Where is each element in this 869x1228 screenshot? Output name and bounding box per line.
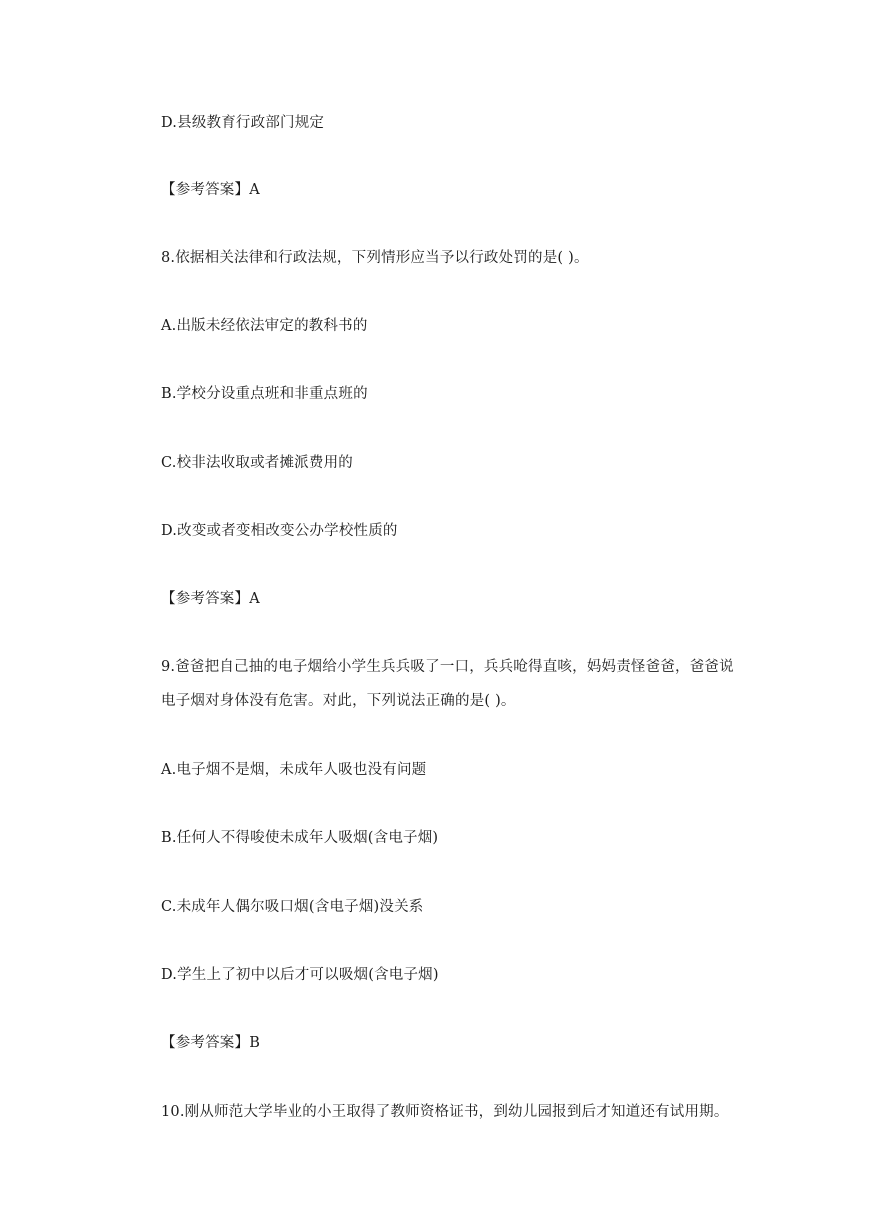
option-b-q9: B.任何人不得唆使未成年人吸烟(含电子烟): [161, 830, 439, 846]
option-a-q9: A.电子烟不是烟，未成年人吸也没有问题: [161, 762, 427, 778]
answer-q8: 【参考答案】A: [161, 591, 260, 607]
answer-q7: 【参考答案】A: [161, 182, 260, 198]
option-c-q9: C.未成年人偶尔吸口烟(含电子烟)没关系: [161, 899, 424, 915]
option-a-q8: A.出版未经依法审定的教科书的: [161, 318, 368, 334]
option-b-q8: B.学校分设重点班和非重点班的: [161, 386, 368, 402]
option-d-q9: D.学生上了初中以后才可以吸烟(含电子烟): [161, 967, 439, 983]
answer-q9: 【参考答案】B: [161, 1035, 261, 1051]
option-d-q8: D.改变或者变相改变公办学校性质的: [161, 523, 398, 539]
question-10: 10.刚从师范大学毕业的小王取得了教师资格证书，到幼儿园报到后才知道还有试用期。: [161, 1104, 729, 1120]
option-d-q7: D.县级教育行政部门规定: [161, 115, 325, 131]
question-9: 9.爸爸把自己抽的电子烟给小学生兵兵吸了一口，兵兵呛得直咳，妈妈责怪爸爸，爸爸说电子烟对身体没有危害。对此，下列说法正确的是( )。: [161, 659, 734, 709]
option-c-q8: C.校非法收取或者摊派费用的: [161, 455, 353, 471]
question-8: 8.依据相关法律和行政法规，下列情形应当予以行政处罚的是( )。: [161, 250, 589, 266]
